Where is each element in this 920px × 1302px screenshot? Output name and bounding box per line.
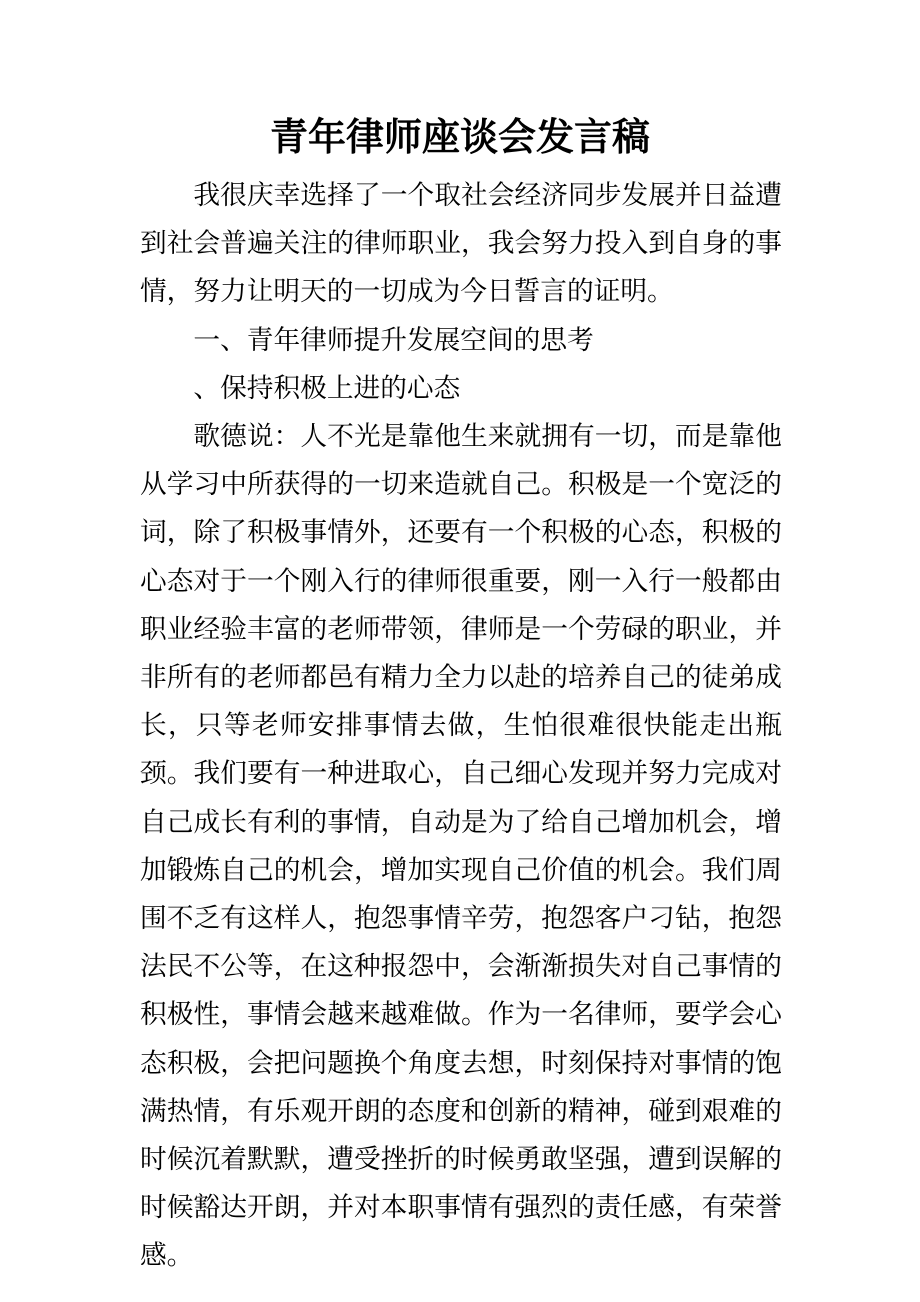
subsection-heading: 、保持积极上进的心态 <box>193 372 461 404</box>
document-title: 青年律师座谈会发言稿 <box>269 115 650 159</box>
intro-paragraph: 我很庆幸选择了一个取社会经济同步发展并日益遭到社会普遍关注的律师职业，我会努力投入到自身的事情，努力让明天的一切成为今日誓言的证明。 <box>140 180 782 308</box>
document-body <box>140 172 782 1281</box>
body-paragraph: 歌德说：人不光是靠他生来就拥有一切，而是靠他从学习中所获得的一切来造就自己。积极是一个宽泛的词，除了积极事情外，还要有一个积极的心态，积极的心态对于一个刚入行的律师很重要，刚一入行一般都由职业经验丰富的老师带领，律师是一个劳碌的职业，并非所有的老师都邑有精力全力以赴的培养自己的徒弟成长，只等老师安排事情去做，生怕很难很快能走出瓶颈。我们要有一种进取心，自己细心发现并努力完成对自己成长有利的事情，自动是为了给自己增加机会，增加锻炼自己的机会，增加实现自己价值的机会。我们周围不乏有这样人，抱怨事情辛劳，抱怨客户刁钻，抱怨法民不公等，在这种报怨中，会渐渐损失对自己事情的积极性，事情会越来越难做。作为一名律师，要学会心态积极，会把问题换个角度去想，时刻保持对事情的饱满热情，有乐观开朗的态度和创新的精神，碰到艰难的时候沉着默默，遭受挫折的时候勇敢坚强，遭到误解的时候豁达开朗，并对本职事情有强烈的责任感，有荣誉感。 <box>140 421 782 1272</box>
section-heading: 一、青年律师提升发展空间的思考 <box>193 324 594 356</box>
